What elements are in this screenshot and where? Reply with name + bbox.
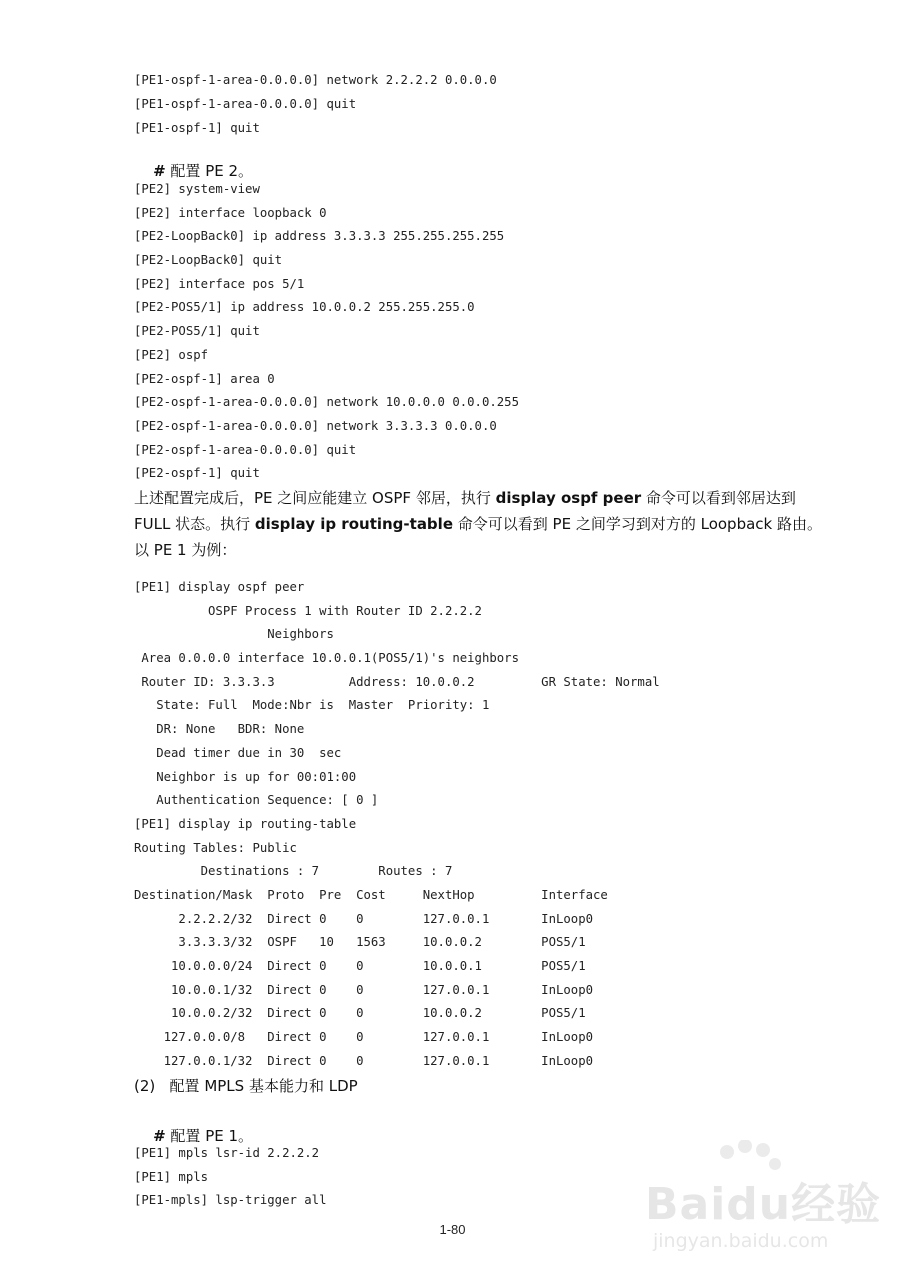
code-line: Authentication Sequence: [ 0 ]	[134, 793, 379, 808]
paragraph-verification	[134, 485, 824, 563]
code-line: [PE1] mpls lsr-id 2.2.2.2	[134, 1146, 320, 1160]
heading-text: 配置 PE 1。	[165, 1127, 254, 1145]
watermark-url: jingyan.baidu.com	[653, 1230, 829, 1252]
code-block-pe2-config	[134, 178, 519, 486]
code-line: 10.0.0.0/24 Direct 0 0 10.0.0.1 POS5/1	[134, 959, 586, 973]
code-line: [PE2-LoopBack0] ip address 3.3.3.3 255.255.255.255	[134, 229, 505, 244]
code-line: Router ID: 3.3.3.3 Address: 10.0.0.2 GR State: Normal	[134, 674, 660, 689]
heading-text: 配置 PE 2。	[165, 162, 254, 180]
code-line: DR: None BDR: None	[134, 722, 305, 737]
code-line: OSPF Process 1 with Router ID 2.2.2.2	[134, 603, 482, 618]
code-line: [PE1-mpls] lsp-trigger all	[134, 1193, 327, 1208]
code-line: 127.0.0.0/8 Direct 0 0 127.0.0.1 InLoop0	[134, 1030, 594, 1045]
code-line: State: Full Mode:Nbr is Master Priority: 1	[134, 698, 490, 713]
code-line: [PE1-ospf-1-area-0.0.0.0] quit	[134, 97, 357, 111]
code-line: [PE2-ospf-1-area-0.0.0.0] network 10.0.0.0 0.0.0.255	[134, 395, 519, 410]
code-line: Neighbor is up for 00:01:00	[134, 769, 357, 784]
para-text-3: 命令可以看到 PE 之间学习到对方的 Loopback 路由。	[453, 515, 822, 533]
page-number: 1-80	[439, 1222, 466, 1237]
code-line: [PE2-LoopBack0] quit	[134, 253, 283, 268]
watermark-logo: Baidu经验	[645, 1179, 882, 1230]
code-line: Routing Tables: Public	[134, 840, 297, 855]
code-line: 3.3.3.3/32 OSPF 10 1563 10.0.0.2 POS5/1	[134, 935, 586, 950]
code-line: [PE2] interface loopback 0	[134, 205, 327, 220]
para-text-2: 命令可以看到邻居达到 FULL 状态。执行	[134, 489, 796, 533]
code-line: [PE1] mpls	[134, 1169, 209, 1184]
code-line: [PE1-ospf-1] quit	[134, 121, 260, 135]
para-text-1: 上述配置完成后，PE 之间应能建立 OSPF 邻居，执行	[134, 489, 496, 507]
code-line: [PE2] system-view	[134, 182, 260, 196]
code-line: Destination/Mask Proto Pre Cost NextHop Interface	[134, 887, 608, 902]
code-line: 2.2.2.2/32 Direct 0 0 127.0.0.1 InLoop0	[134, 911, 594, 926]
code-line: [PE2-ospf-1] area 0	[134, 371, 275, 386]
code-line: Destinations : 7 Routes : 7	[134, 864, 453, 879]
heading-hash: #	[153, 162, 166, 180]
code-block-pe1-mpls	[134, 1142, 327, 1213]
code-block-pe1-ospf-end	[134, 68, 497, 140]
code-line: Area 0.0.0.0 interface 10.0.0.1(POS5/1)'s neighbors	[134, 651, 519, 666]
baidu-jingyan-watermark	[645, 1150, 882, 1260]
code-line: [PE2] ospf	[134, 347, 209, 362]
para-cmd-display-ip-routing-table: display ip routing-table	[254, 515, 453, 533]
para-cmd-display-ospf-peer: display ospf peer	[495, 489, 642, 507]
code-line: [PE2-POS5/1] quit	[134, 324, 260, 339]
code-line: Dead timer due in 30 sec	[134, 745, 342, 760]
code-line: [PE1-ospf-1-area-0.0.0.0] network 2.2.2.2 0.0.0.0	[134, 73, 497, 87]
code-line: 127.0.0.1/32 Direct 0 0 127.0.0.1 InLoop0	[134, 1053, 594, 1068]
code-line: Neighbors	[134, 627, 334, 642]
heading-hash: #	[153, 1127, 166, 1145]
code-line: [PE2-ospf-1-area-0.0.0.0] quit	[134, 442, 357, 457]
section-2-title: (2) 配置 MPLS 基本能力和 LDP	[134, 1077, 358, 1095]
code-line: [PE1] display ospf peer	[134, 580, 305, 594]
code-line: [PE2] interface pos 5/1	[134, 276, 305, 291]
code-line: [PE1] display ip routing-table	[134, 816, 357, 831]
para-line-example: 以 PE 1 为例：	[134, 541, 237, 559]
code-line: 10.0.0.1/32 Direct 0 0 127.0.0.1 InLoop0	[134, 982, 594, 997]
code-block-display-output	[134, 576, 660, 1073]
code-line: [PE2-ospf-1] quit	[134, 466, 260, 481]
code-line: [PE2-POS5/1] ip address 10.0.0.2 255.255.255.0	[134, 300, 475, 315]
code-line: [PE2-ospf-1-area-0.0.0.0] network 3.3.3.3 0.0.0.0	[134, 418, 497, 433]
code-line: 10.0.0.2/32 Direct 0 0 10.0.0.2 POS5/1	[134, 1006, 586, 1021]
